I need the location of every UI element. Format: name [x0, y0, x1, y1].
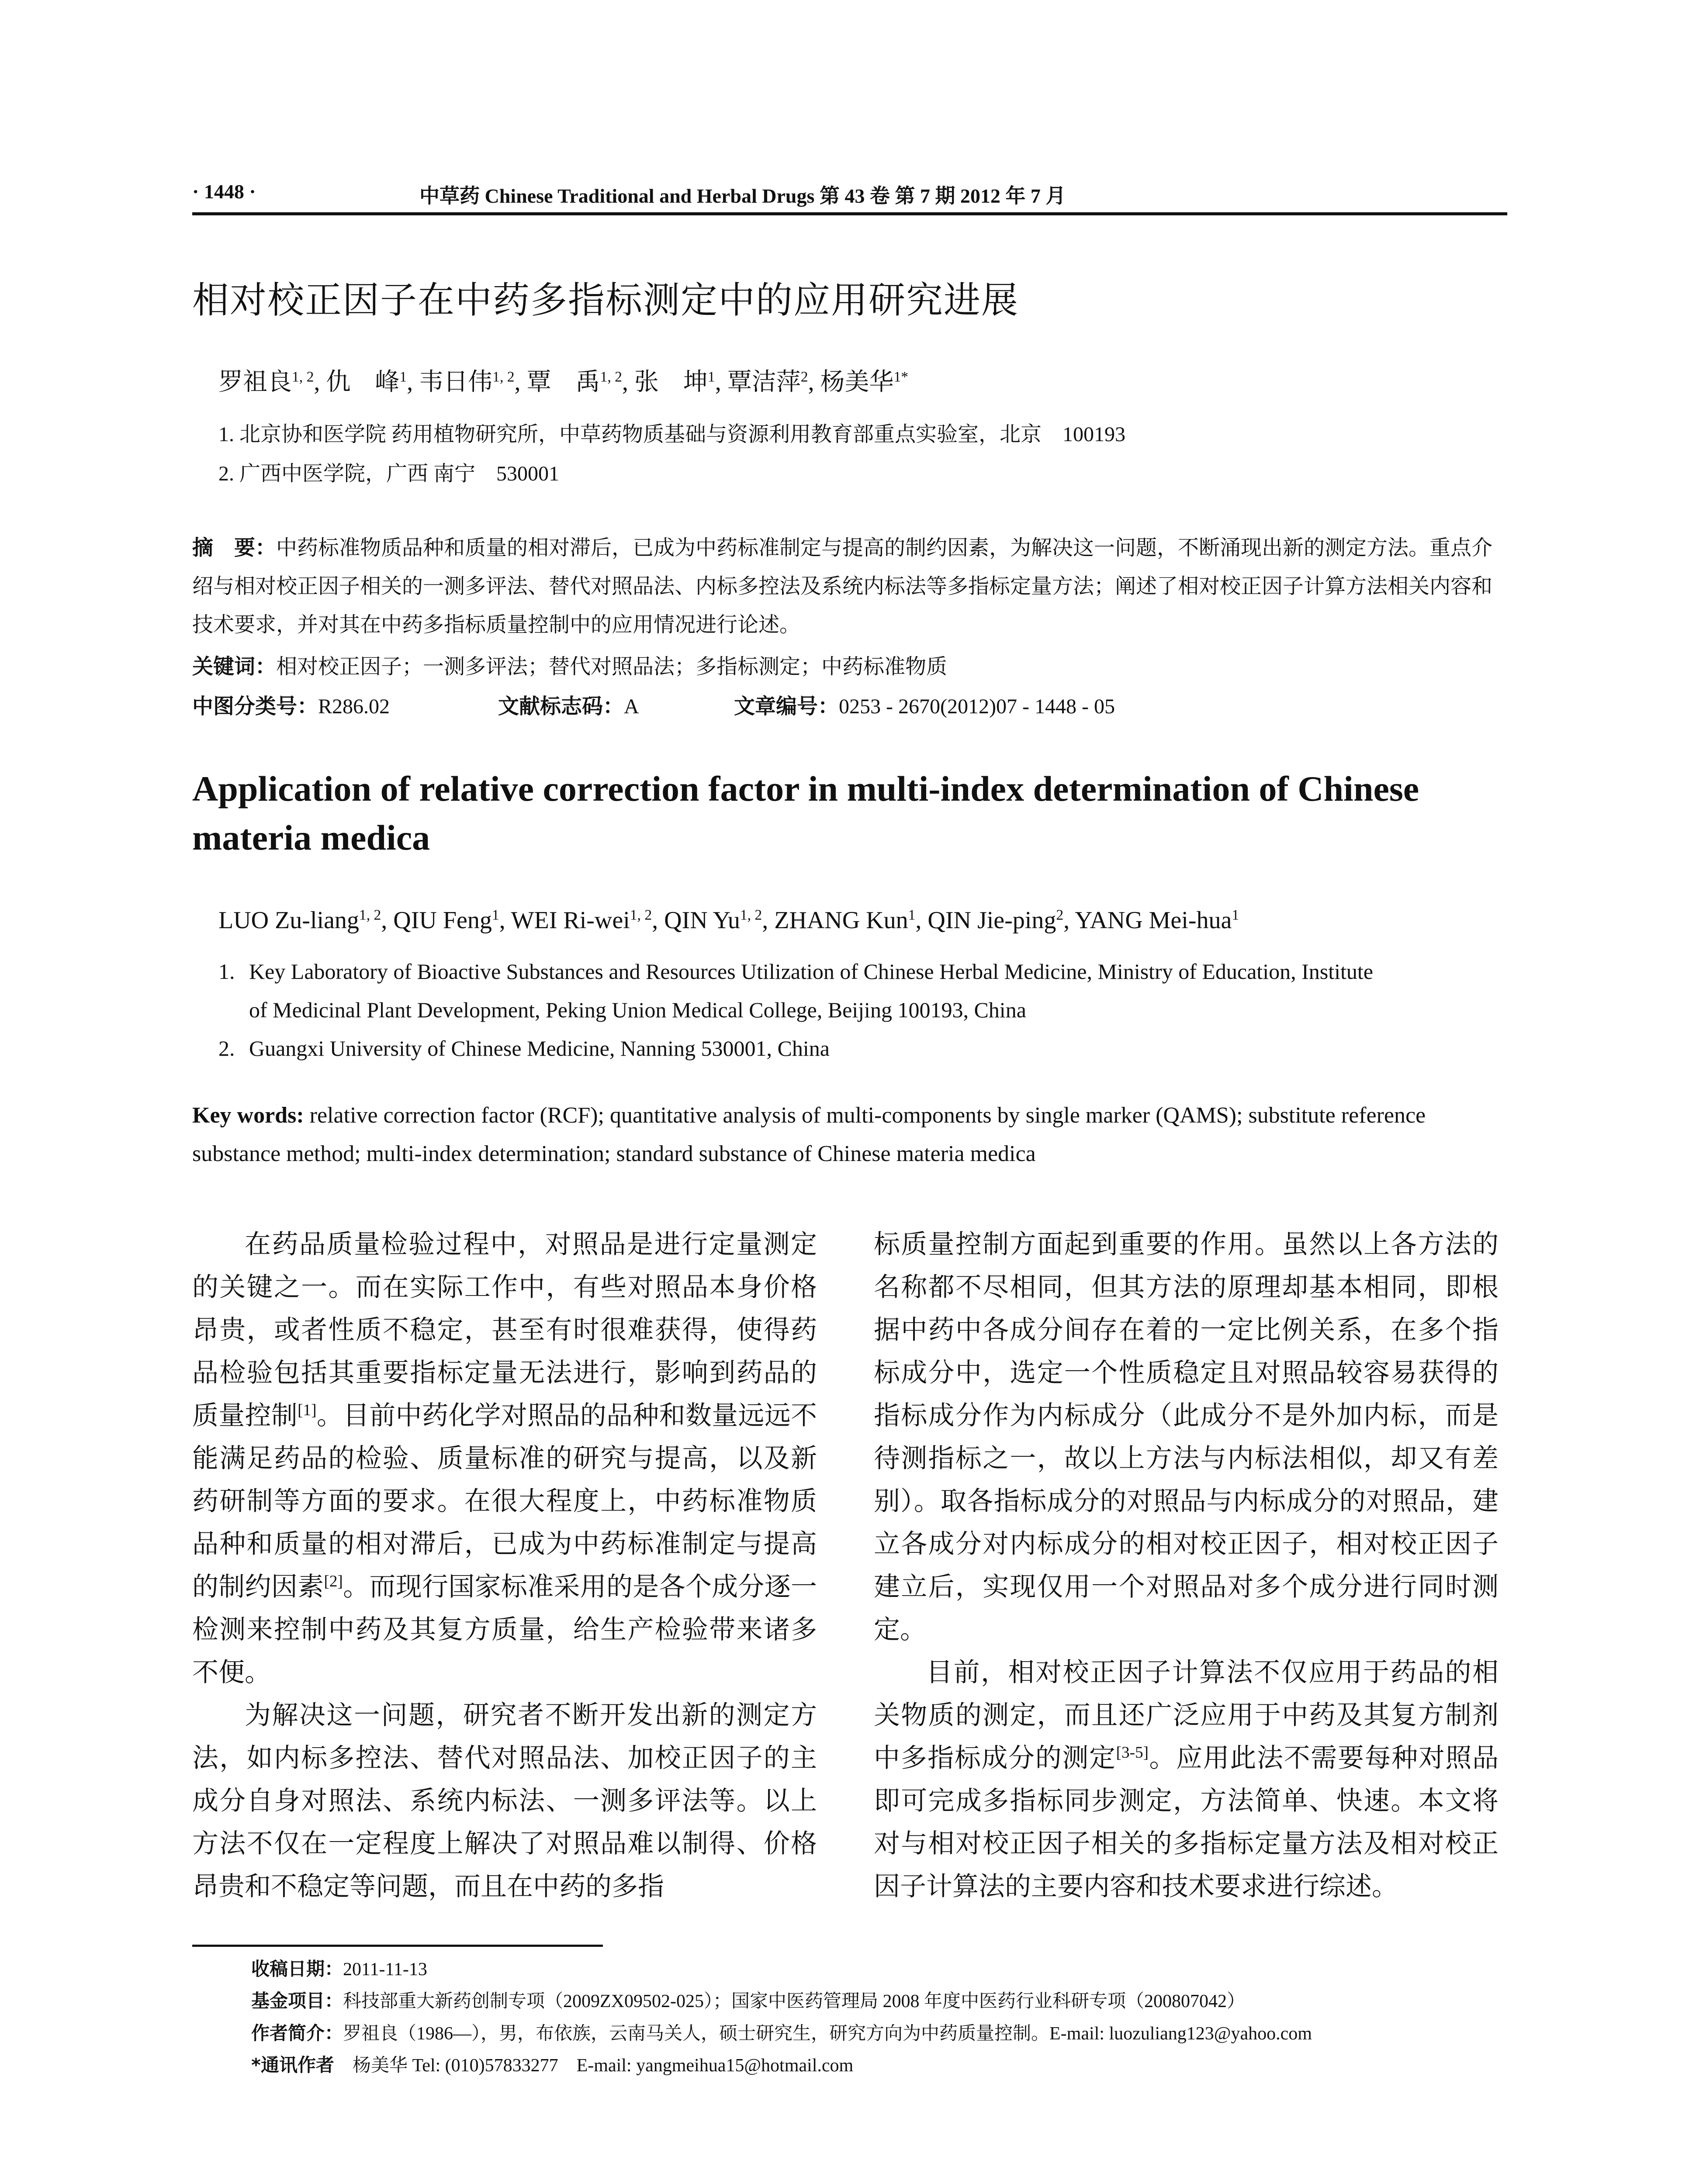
affiliation-en-1 [218, 952, 1512, 1029]
author-affil-sup: 1 [908, 907, 916, 923]
author-affil-sup: 1 [1232, 907, 1239, 923]
authors-cn: 罗祖良$^{1, 2}$, 仇 峰$^1$, 韦日伟$^{1, 2}$, 覃 禹$^{1, 2}$, 张 坤$^1$, 覃洁萍$^2$, 杨美华$^{1*}$ [218, 369, 909, 396]
author-affil-sup: 1, 2 [359, 907, 381, 923]
author-en: WEI Ri-wei [511, 907, 630, 934]
affil-text-cont: of Medicinal Plant Development, Peking Union Medical College, Beijing 100193, China [249, 998, 1026, 1022]
body-paragraph-3 [874, 1651, 1499, 1908]
citation-ref[interactable]: [1] [298, 1401, 317, 1419]
body-text: 在药品质量检验过程中，对照品是进行定量测定的关键之一。而在实际工作中，有些对照品本身价格昂贵，或者性质不稳定，甚至有时很难获得，使得药品检验包括其重要指标定量无法进行，影响到药品的质量控制 [192, 1230, 817, 1430]
author-cn: 张 坤 [634, 369, 708, 396]
bio-text: 罗祖良（1986—），男，布依族，云南马关人，硕士研究生，研究方向为中药质量控制。E-mail: luozuliang123@yahoo.com [343, 2024, 1312, 2044]
author-affil-sup: 2 [800, 369, 808, 385]
author-affil-sup: 2 [1056, 907, 1064, 923]
author-cn: 仇 峰 [326, 369, 400, 396]
author-cn: 覃洁萍 [727, 369, 801, 396]
author-cn: 罗祖良 [218, 369, 292, 396]
author-affil-sup: 1, 2 [292, 369, 314, 385]
author-cn: 韦日伟 [419, 369, 493, 396]
author-en: YANG Mei-hua [1075, 907, 1232, 934]
affiliation-cn-1: 1. 北京协和医学院 药用植物研究所，中草药物质基础与资源利用教育部重点实验室，北京 100193 [218, 423, 1126, 446]
footnote-rule [192, 1945, 603, 1947]
keywords-cn [192, 647, 1507, 686]
affil-text: Key Laboratory of Bioactive Substances and Resources Utilization of Chinese Herbal Medicine, Ministry of Education, Institute [249, 959, 1373, 984]
affil-number: 1. [218, 959, 235, 984]
author-en: QIN Jie-ping [928, 907, 1056, 934]
footnote-received [251, 1955, 427, 1981]
classification-line [192, 689, 1115, 719]
footnote-fund [251, 1987, 1245, 2013]
keywords-label: 关键词： [192, 654, 277, 679]
keywords-text: 相对校正因子；一测多评法；替代对照品法；多指标测定；中药标准物质 [276, 655, 948, 678]
clc-label: 中图分类号： [192, 694, 318, 719]
paper-title-en: Application of relative correction factor in multi-index determination of Chinese materia medica [192, 769, 1419, 857]
body-text: 。应用此法不需要每种对照品即可完成多指标同步测定，方法简单、快速。本文将对与相对校正因子相关的多指标定量方法及相对校正因子计算法的主要内容和技术要求进行综述。 [874, 1744, 1499, 1901]
footnote-corresponding [251, 2051, 853, 2077]
body-paragraph-2-cont: 标质量控制方面起到重要的作用。虽然以上各方法的名称都不尽相同，但其方法的原理却基本相同，即根据中药中各成分间存在着的一定比例关系，在多个指标成分中，选定一个性质稳定且对照品较容易获得的指标成分作为内标成分（此成分不是外加内标，而是待测指标之一，故以上方法与内标法相似，却又有差别）。取各指标成分的对照品与内标成分的对照品，建立各成分对内标成分的相对校正因子，相对校正因子建立后，实现仅用一个对照品对多个成分进行同时测定。 [874, 1230, 1499, 1644]
author-affil-sup: 1 [707, 369, 715, 385]
doc-code-value: A [624, 695, 639, 718]
abstract-label: 摘 要： [192, 536, 277, 560]
author-affil-sup: 1, 2 [600, 369, 622, 385]
keywords-en-text: relative correction factor (RCF); quantitative analysis of multi-components by single marker (QAMS); substitute reference substance method; multi-index determination; standard substance of Chinese materia medica [192, 1103, 1426, 1166]
header-rule [192, 212, 1507, 215]
author-affil-sup: 1 [491, 907, 499, 923]
abstract-text: 中药标准物质品种和质量的相对滞后，已成为中药标准制定与提高的制约因素，为解决这一问题，不断涌现出新的测定方法。重点介绍与相对校正因子相关的一测多评法、替代对照品法、内标多控法及系统内标法等多指标定量方法；阐述了相对校正因子计算方法相关内容和技术要求，并对其在中药多指标质量控制中的应用情况进行论述。 [192, 536, 1493, 636]
body-text: 。而现行国家标准采用的是各个成分逐一检测来控制中药及其复方质量，给生产检验带来诸多不便。 [192, 1572, 817, 1687]
paper-title-cn: 相对校正因子在中药多指标测定中的应用研究进展 [192, 279, 1019, 321]
author-en: LUO Zu-liang [218, 907, 359, 934]
author-en: QIU Feng [393, 907, 492, 934]
author-affil-sup: 1 [399, 369, 407, 385]
author-en: ZHANG Kun [774, 907, 908, 934]
body-paragraph-1 [192, 1223, 817, 1694]
body-column-left [192, 1223, 817, 1908]
fund-text: 科技部重大新药创制专项（2009ZX09502-025）；国家中医药管理局 2008 年度中医药行业科研专项（200807042） [343, 1991, 1245, 2011]
authors-en: LUO Zu-liang$^{1, 2}$, QIU Feng$^1$, WEI Ri-wei$^{1, 2}$, QIN Yu$^{1, 2}$, ZHANG Kun$^1$, QIN Jie-ping$^2$, YANG Mei-hua$^1$ [218, 907, 1239, 934]
author-affil-sup: 1, 2 [492, 369, 515, 385]
received-label: 收稿日期： [251, 1958, 343, 1980]
corr-label: *通讯作者 [251, 2054, 334, 2076]
citation-ref[interactable]: [3-5] [1116, 1744, 1149, 1762]
footnote-author-bio [251, 2019, 1312, 2045]
body-text: 。目前中药化学对照品的品种和数量远远不能满足药品的检验、质量标准的研究与提高，以及新药研制等方面的要求。在很大程度上，中药标准物质品种和质量的相对滞后，已成为中药标准制定与提高的制约因素 [192, 1401, 817, 1601]
affiliation-cn-2: 2. 广西中医学院，广西 南宁 530001 [218, 462, 560, 485]
body-text: 目前，相对校正因子计算法不仅应用于药品的相关物质的测定，而且还广泛应用于中药及其复方制剂中多指标成分的测定 [874, 1658, 1499, 1773]
doc-code-label: 文献标志码： [498, 694, 624, 719]
page-number: · 1448 · [192, 180, 256, 203]
author-cn: 覃 禹 [526, 369, 600, 396]
body-paragraph-2: 为解决这一问题，研究者不断开发出新的测定方法，如内标多控法、替代对照品法、加校正因子的主成分自身对照法、系统内标法、一测多评法等。以上方法不仅在一定程度上解决了对照品难以制得、价格昂贵和不稳定等问题，而且在中药的多指 [192, 1701, 817, 1901]
citation-ref[interactable]: [2] [324, 1572, 343, 1590]
author-affil-sup: 1* [893, 369, 909, 385]
received-date: 2011-11-13 [343, 1959, 427, 1980]
journal-header: 中草药 Chinese Traditional and Herbal Drugs 第 43 卷 第 7 期 2012 年 7 月 [419, 185, 1066, 207]
corr-text: 杨美华 Tel: (010)57833277 E-mail: yangmeihua15@hotmail.com [334, 2056, 854, 2076]
affil-number: 2. [218, 1036, 235, 1061]
article-no-value: 0253 - 2670(2012)07 - 1448 - 05 [839, 695, 1115, 718]
bio-label: 作者简介： [251, 2022, 343, 2044]
author-cn: 杨美华 [820, 369, 894, 396]
keywords-en [192, 1096, 1507, 1173]
author-affil-sup: 1, 2 [740, 907, 762, 923]
body-column-right [874, 1223, 1499, 1908]
clc-value: R286.02 [318, 695, 390, 718]
affiliation-en-2 [218, 1029, 1512, 1068]
affil-text: Guangxi University of Chinese Medicine, Nanning 530001, China [249, 1036, 830, 1061]
fund-label: 基金项目： [251, 1990, 343, 2011]
article-no-label: 文章编号： [734, 694, 839, 719]
running-header [192, 175, 1507, 210]
abstract-cn [192, 529, 1507, 644]
keywords-en-label: Key words: [192, 1103, 304, 1128]
author-en: QIN Yu [664, 907, 740, 934]
author-affil-sup: 1, 2 [630, 907, 652, 923]
